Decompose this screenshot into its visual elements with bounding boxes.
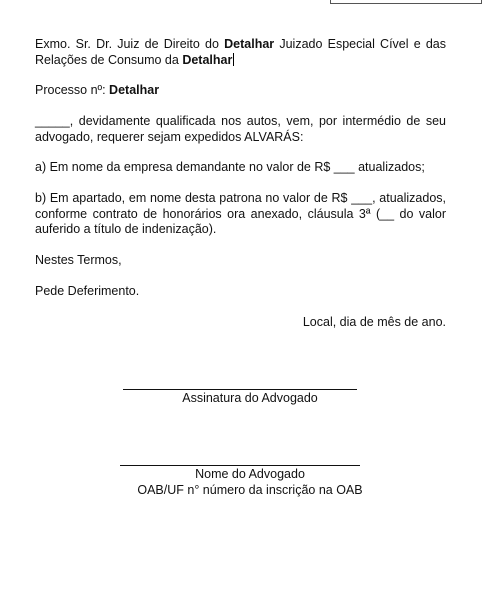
district-placeholder[interactable]: Detalhar [182, 52, 233, 67]
top-input-box [330, 0, 482, 4]
addressee-text: Exmo. Sr. Dr. Juiz de Direito do [35, 37, 225, 51]
item-a-paragraph: a) Em nome da empresa demandante no valor de R$ ___ atualizados; [35, 160, 425, 174]
addressee-paragraph [35, 37, 446, 68]
process-label: Processo nº: [35, 83, 110, 97]
lawyer-name: Nome do Advogado [195, 467, 305, 481]
closing-terms: Nestes Termos, [35, 253, 122, 267]
addressee-text-cont: Juizado Especial Cível e das Relações de Consumo da [35, 37, 446, 67]
text-cursor [233, 53, 234, 66]
signature-label: Assinatura do Advogado [182, 391, 318, 405]
process-number-placeholder[interactable]: Detalhar [109, 83, 160, 97]
closing-request: Pede Deferimento. [35, 284, 140, 298]
place-date: Local, dia de mês de ano. [302, 315, 446, 329]
lawyer-name-line [120, 465, 360, 466]
item-b-paragraph: b) Em apartado, em nome desta patrona no valor de R$ ___, atualizados, conforme contrato de honorários ora anexado, cláusula 3ª (__ do valor auferido a título de indenização). [35, 191, 446, 236]
request-paragraph: _____, devidamente qualificada nos autos, vem, por intermédio de seu advogado, requerer sejam expedidos ALVARÁS: [35, 114, 446, 144]
lawyer-oab: OAB/UF n° número da inscrição na OAB [137, 483, 363, 497]
court-placeholder[interactable]: Detalhar [224, 37, 275, 51]
process-line [35, 83, 446, 99]
signature-line [123, 389, 357, 390]
